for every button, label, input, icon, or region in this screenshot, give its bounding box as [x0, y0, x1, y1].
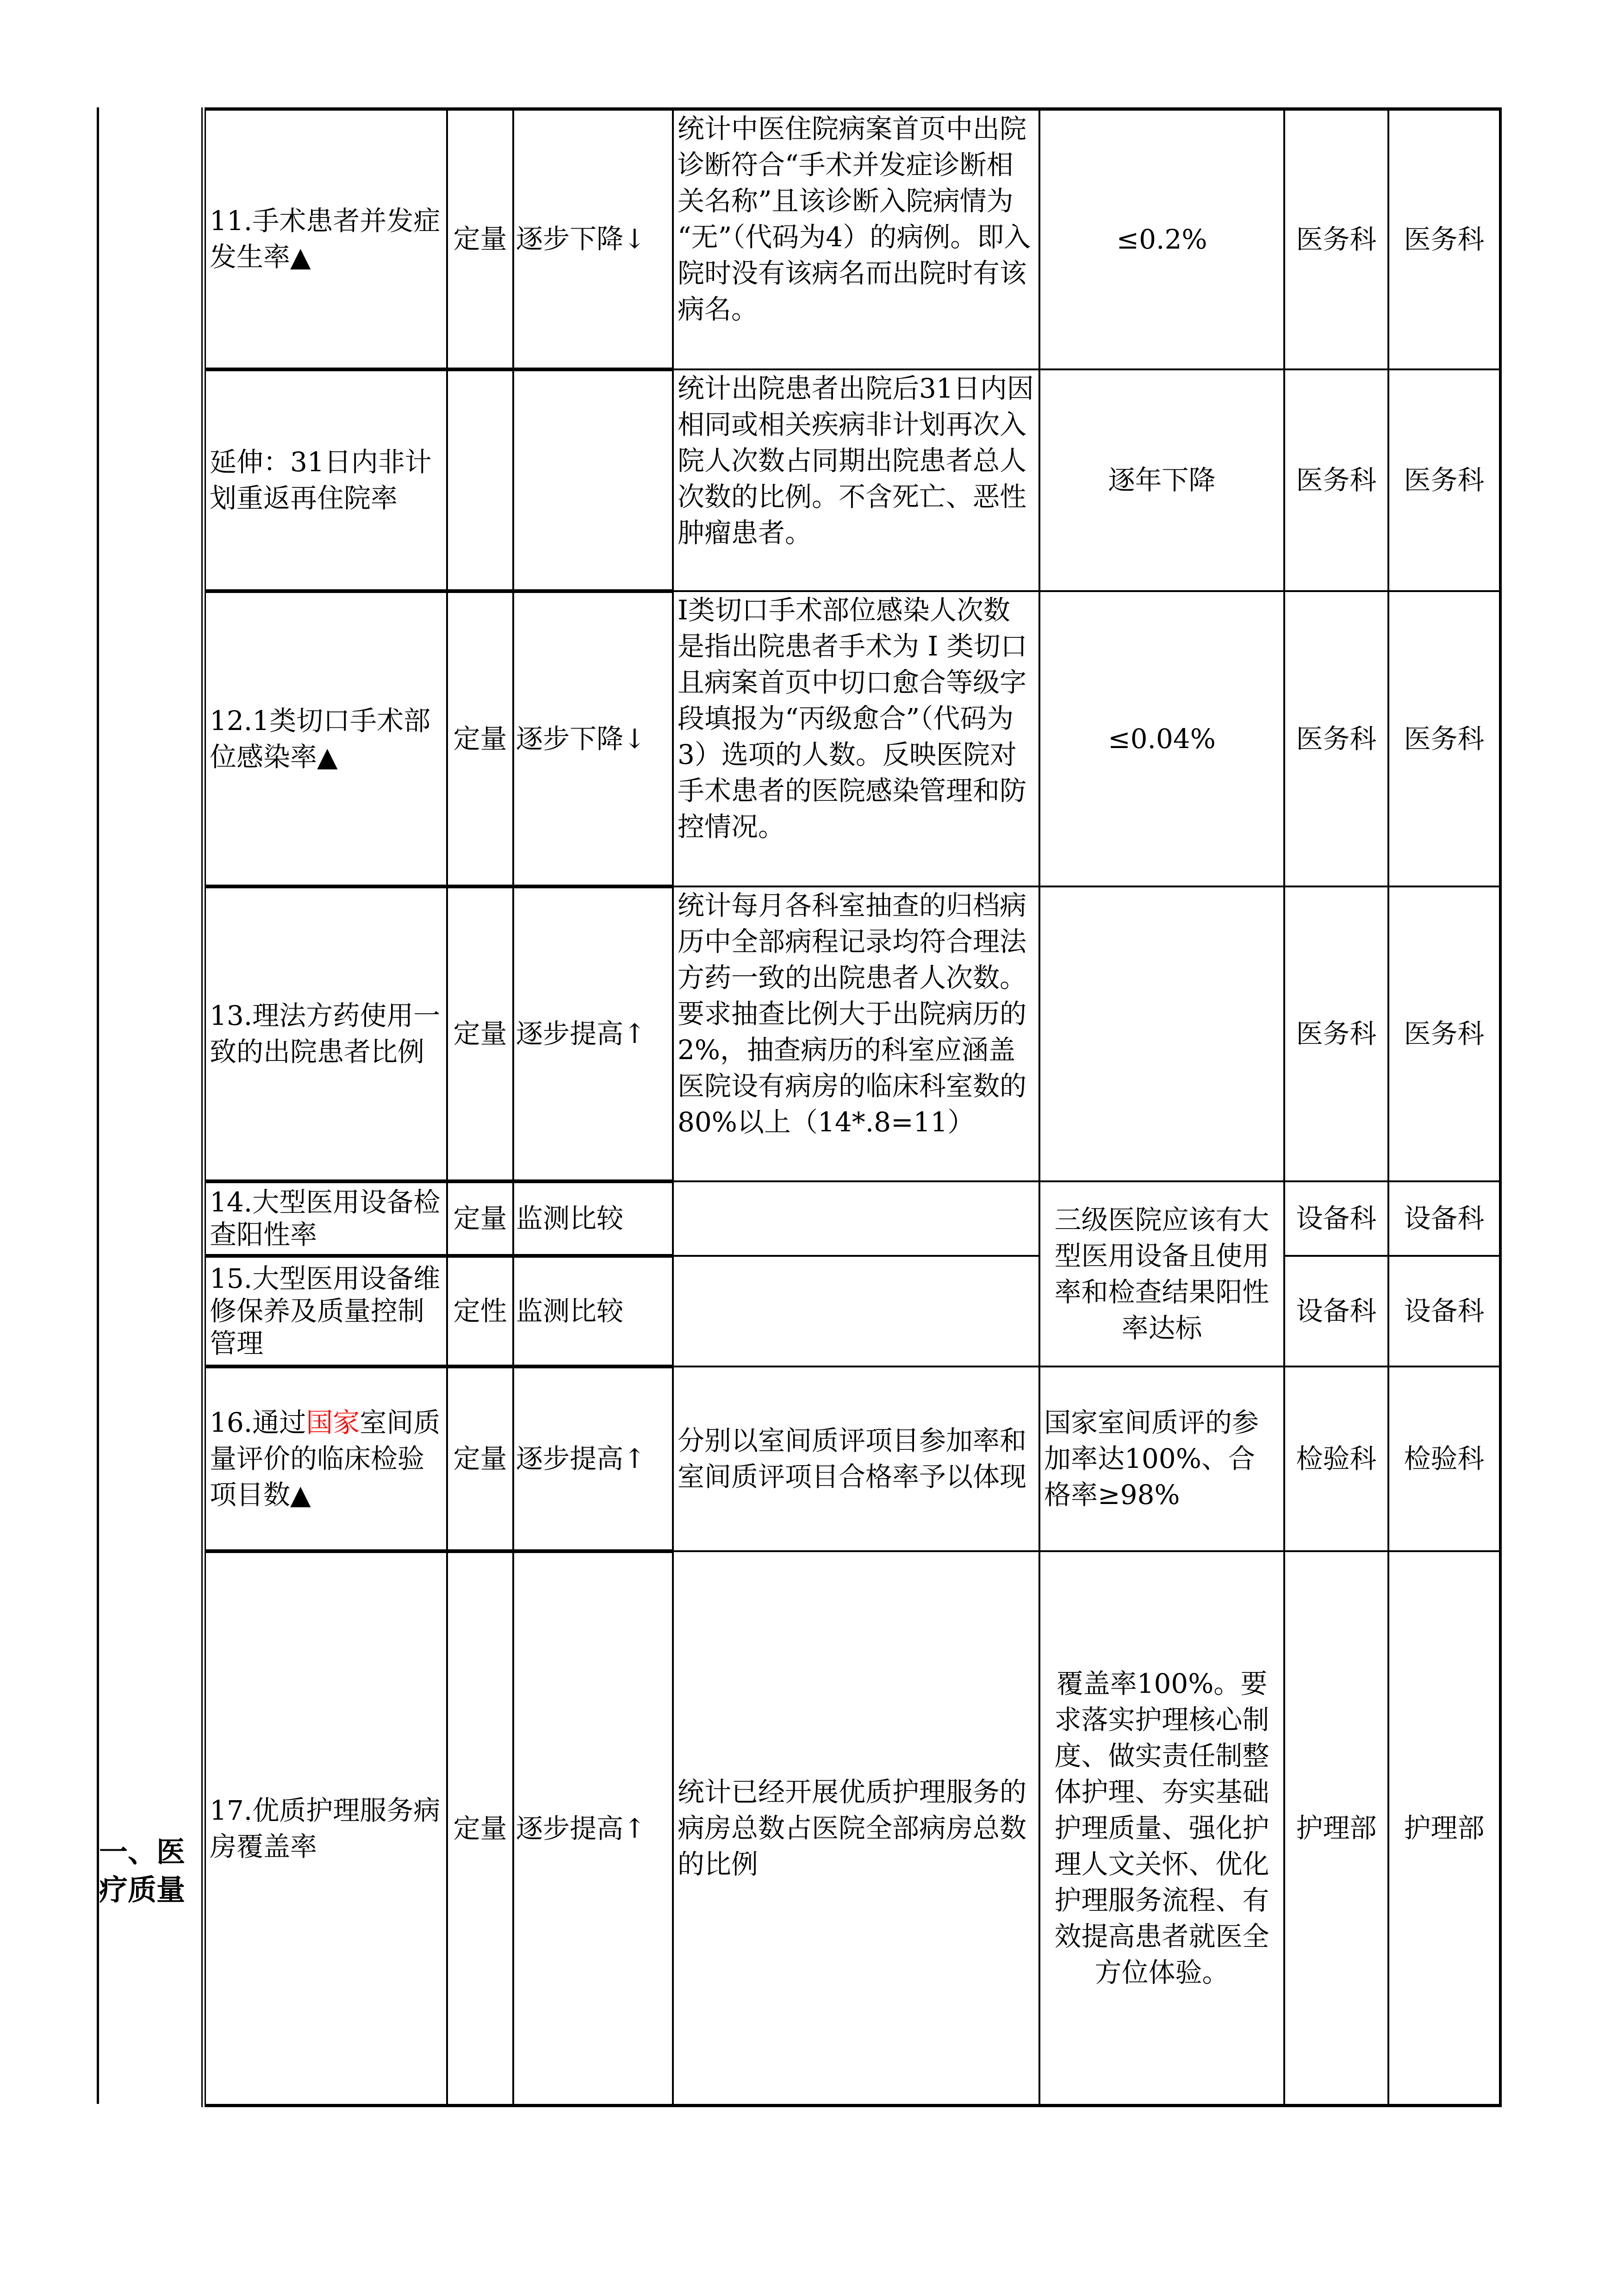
responsible-department: 护理部 — [1388, 1551, 1500, 2106]
lead-department: 医务科 — [1284, 886, 1388, 1181]
indicator-description: 统计中医住院病案首页中出院诊断符合“手术并发症诊断相关名称”且该诊断入院病情为 “无”（代码为4）的病例。即入院时没有该病名而出院时有该病名。 — [673, 109, 1039, 369]
lead-department: 设备科 — [1284, 1181, 1388, 1256]
indicator-name: 17.优质护理服务病房覆盖率 — [204, 1551, 447, 2106]
lead-department: 医务科 — [1284, 591, 1388, 886]
indicator-type: 定量 — [447, 591, 513, 886]
table-row — [204, 591, 1500, 886]
responsible-department: 医务科 — [1388, 886, 1500, 1181]
indicator-trend: 监测比较 — [513, 1256, 673, 1366]
indicator-name: 14.大型医用设备检查阳性率 — [204, 1181, 447, 1256]
responsible-department: 设备科 — [1388, 1256, 1500, 1366]
indicator-name: 12.1类切口手术部位感染率▲ — [204, 591, 447, 886]
indicator-type: 定量 — [447, 886, 513, 1181]
indicator-trend: 逐步提高↑ — [513, 1366, 673, 1551]
indicator-description: 统计出院患者出院后31日内因相同或相关疾病非计划再次入院人次数占同期出院患者总人次数的比例。不含死亡、恶性肿瘤患者。 — [673, 369, 1039, 591]
responsible-department: 医务科 — [1388, 369, 1500, 591]
table-row — [204, 369, 1500, 591]
category-column-left-border — [97, 107, 99, 2104]
indicator-target: 逐年下降 — [1039, 369, 1284, 591]
indicator-trend: 逐步下降↓ — [513, 591, 673, 886]
lead-department: 检验科 — [1284, 1366, 1388, 1551]
indicator-trend: 逐步提高↑ — [513, 1551, 673, 2106]
indicator-type: 定量 — [447, 1181, 513, 1256]
indicator-name-highlight: 国家 — [306, 1407, 360, 1438]
lead-department: 医务科 — [1284, 109, 1388, 369]
indicator-table — [201, 107, 1502, 2107]
responsible-department: 医务科 — [1388, 591, 1500, 886]
responsible-department: 医务科 — [1388, 109, 1500, 369]
category-label: 一、医疗质量 — [99, 1835, 186, 1907]
indicator-name-suffix: 室间质量评价的临床检验项目数▲ — [210, 1407, 441, 1510]
lead-department: 护理部 — [1284, 1551, 1388, 2106]
indicator-target: 国家室间质评的参加率达100%、合格率≥98% — [1039, 1366, 1284, 1551]
indicator-description — [673, 1256, 1039, 1366]
table-row — [204, 109, 1500, 369]
indicator-target: 覆盖率100%。要求落实护理核心制度、做实责任制整体护理、夯实基础护理质量、强化护理人文关怀、优化护理服务流程、有效提高患者就医全方位体验。 — [1039, 1551, 1284, 2106]
responsible-department: 设备科 — [1388, 1181, 1500, 1256]
indicator-name-prefix: 16.通过 — [210, 1407, 306, 1438]
indicator-name: 15.大型医用设备维修保养及质量控制管理 — [204, 1256, 447, 1366]
indicator-trend: 监测比较 — [513, 1181, 673, 1256]
indicator-description: 统计已经开展优质护理服务的病房总数占医院全部病房总数的比例 — [673, 1551, 1039, 2106]
indicator-name: 11.手术患者并发症发生率▲ — [204, 109, 447, 369]
table-row — [204, 886, 1500, 1181]
indicator-type — [447, 369, 513, 591]
table-row — [204, 1366, 1500, 1551]
indicator-name — [204, 1366, 447, 1551]
indicator-target: 三级医院应该有大型医用设备且使用率和检查结果阳性率达标 — [1039, 1181, 1284, 1366]
indicator-name: 13.理法方药使用一致的出院患者比例 — [204, 886, 447, 1181]
lead-department: 设备科 — [1284, 1256, 1388, 1366]
table-row — [204, 1181, 1500, 1256]
table-row — [204, 1551, 1500, 2106]
indicator-name: 延伸：31日内非计划重返再住院率 — [204, 369, 447, 591]
indicator-type: 定量 — [447, 1366, 513, 1551]
indicator-target — [1039, 886, 1284, 1181]
lead-department: 医务科 — [1284, 369, 1388, 591]
responsible-department: 检验科 — [1388, 1366, 1500, 1551]
indicator-trend — [513, 369, 673, 591]
indicator-description — [673, 1181, 1039, 1256]
indicator-description: I类切口手术部位感染人次数是指出院患者手术为 I 类切口且病案首页中切口愈合等级字段填报为“丙级愈合”（代码为 3）选项的人数。反映医院对手术患者的医院感染管理和防控情况。 — [673, 591, 1039, 886]
indicator-trend: 逐步下降↓ — [513, 109, 673, 369]
indicator-type: 定量 — [447, 1551, 513, 2106]
table-row — [204, 1256, 1500, 1366]
indicator-type: 定量 — [447, 109, 513, 369]
indicator-target: ≤0.2% — [1039, 109, 1284, 369]
indicator-description: 分别以室间质评项目参加率和室间质评项目合格率予以体现 — [673, 1366, 1039, 1551]
indicator-trend: 逐步提高↑ — [513, 886, 673, 1181]
indicator-type: 定性 — [447, 1256, 513, 1366]
indicator-description: 统计每月各科室抽查的归档病历中全部病程记录均符合理法方药一致的出院患者人次数。要求抽查比例大于出院病历的2%，抽查病历的科室应涵盖医院设有病房的临床科室数的80%以上（14*.8=11） — [673, 886, 1039, 1181]
indicator-target: ≤0.04% — [1039, 591, 1284, 886]
